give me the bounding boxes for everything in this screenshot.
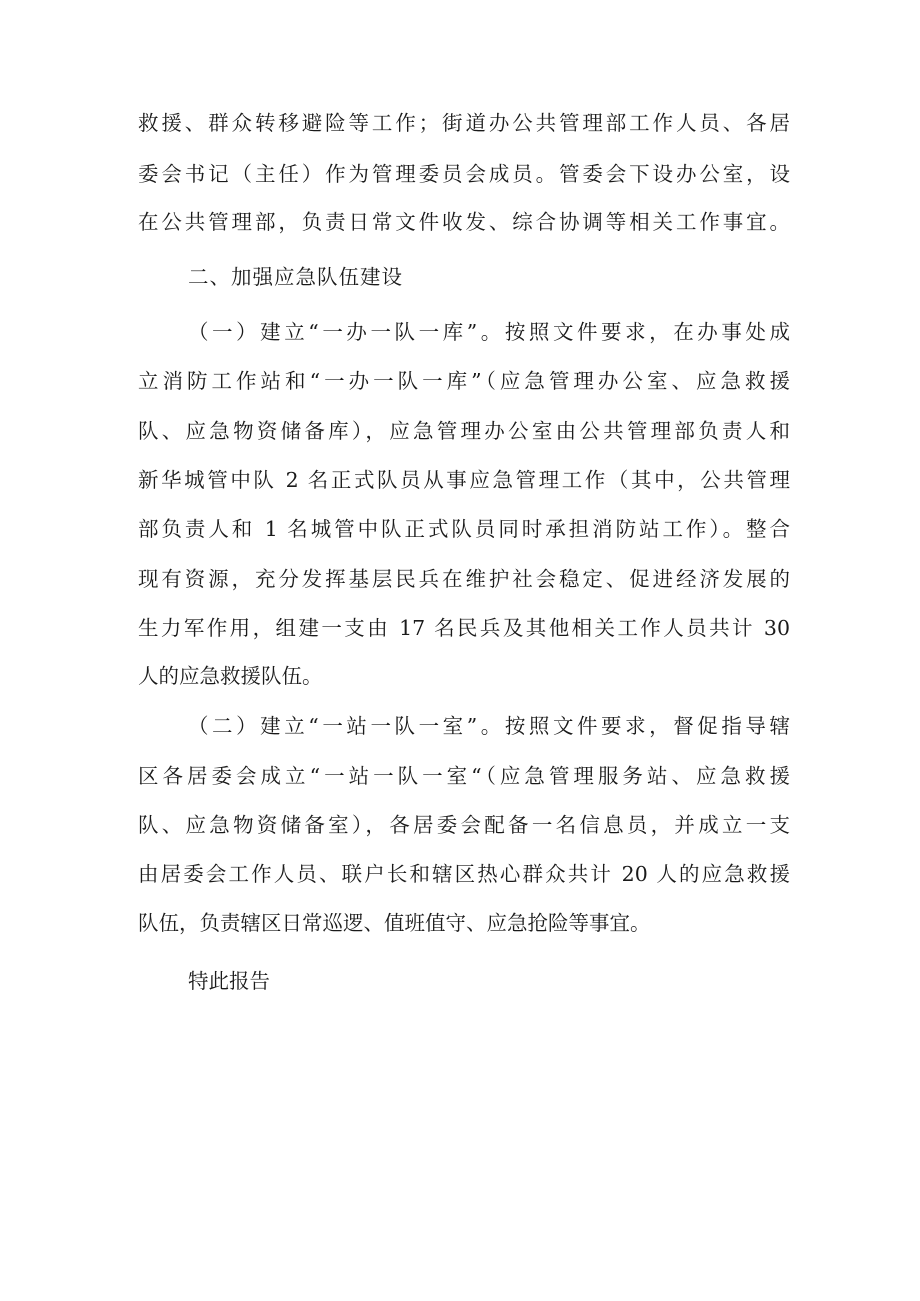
paragraph-2-line-1: （一）建立“一办一队一库”。按照文件要求，在办事处成 — [188, 320, 790, 344]
paragraph-2-line-6: 现有资源，充分发挥基层民兵在维护社会稳定、促进经济发展的 — [138, 567, 790, 591]
paragraph-2-line-2: 立消防工作站和“一办一队一库”（应急管理办公室、应急救援 — [138, 369, 790, 393]
paragraph-3-line-3: 队、应急物资储备室），各居委会配备一名信息员，并成立一支 — [138, 813, 790, 837]
paragraph-1-line-1: 救援、群众转移避险等工作；街道办公共管理部工作人员、各居 — [138, 111, 790, 135]
paragraph-3-line-2: 区各居委会成立“一站一队一室“（应急管理服务站、应急救援 — [138, 764, 790, 788]
section-heading: 二、加强应急队伍建设 — [188, 265, 403, 289]
paragraph-2-line-5: 部负责人和 1 名城管中队正式队员同时承担消防站工作）。整合 — [138, 517, 790, 541]
paragraph-3-line-4: 由居委会工作人员、联户长和辖区热心群众共计 20 人的应急救援 — [138, 862, 790, 886]
paragraph-3-line-1: （二）建立“一站一队一室”。按照文件要求，督促指导辖 — [188, 714, 790, 738]
paragraph-2-line-7: 生力军作用，组建一支由 17 名民兵及其他相关工作人员共计 30 — [138, 616, 790, 640]
paragraph-2-line-4: 新华城管中队 2 名正式队员从事应急管理工作（其中，公共管理 — [138, 468, 790, 492]
paragraph-1-line-3: 在公共管理部，负责日常文件收发、综合协调等相关工作事宜。 — [138, 210, 790, 234]
paragraph-1-line-2: 委会书记（主任）作为管理委员会成员。管委会下设办公室，设 — [138, 162, 790, 186]
paragraph-2-line-8: 人的应急救援队伍。 — [138, 664, 323, 688]
paragraph-2-line-3: 队、应急物资储备库），应急管理办公室由公共管理部负责人和 — [138, 419, 790, 443]
closing-remark: 特此报告 — [188, 969, 270, 993]
paragraph-3-line-5: 队伍，负责辖区日常巡逻、值班值守、应急抢险等事宜。 — [138, 911, 651, 935]
